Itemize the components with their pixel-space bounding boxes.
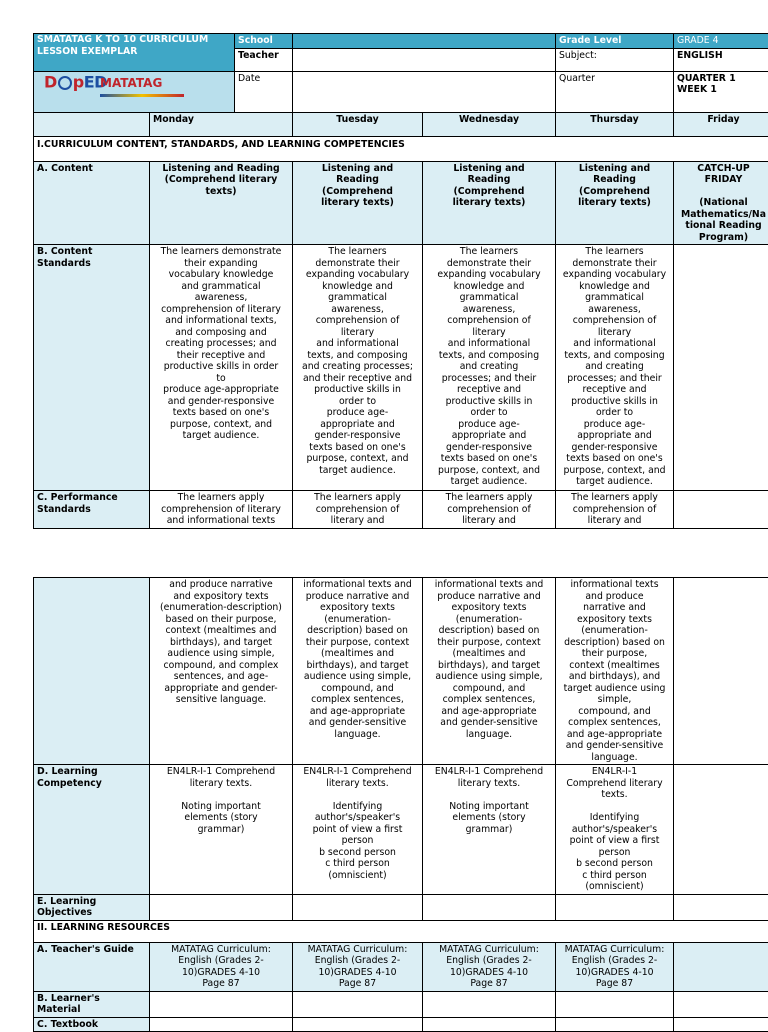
teachers-guide-label: A. Teacher's Guide <box>34 942 150 991</box>
performance-standards-wednesday-cont: informational texts and produce narrative and expository texts (enumeration- description) based on their purpose, context (mealtimes and birthdays), and target audience using simple, compound, and complex sentences, and age-appropriate and gender-sensitive language. <box>423 578 556 765</box>
lesson-exemplar-table-page2 <box>33 577 768 1032</box>
content-standards-wednesday: The learners demonstrate their expanding vocabulary knowledge and grammatical awareness, comprehension of literary and informational texts, and composing and creating processes; and their receptive and productive skills in order to produce age- appropriate and gender-responsive texts based on one's purpose, context, and target audience. <box>423 245 556 491</box>
content-standards-thursday: The learners demonstrate their expanding vocabulary knowledge and grammatical awareness, comprehension of literary and informational texts, and composing and creating processes; and their receptive and productive skills in order to produce age- appropriate and gender-responsive texts based on one's purpose, context, and target audience. <box>556 245 674 491</box>
performance-standards-thursday: The learners apply comprehension of literary and <box>556 491 674 529</box>
teacher-label: Teacher <box>235 48 293 71</box>
teachers-guide-monday: MATATAG Curriculum: English (Grades 2- 10)GRADES 4-10 Page 87 <box>150 942 293 991</box>
quarter-text: QUARTER 1 <box>677 73 736 84</box>
learners-material-tuesday <box>293 991 423 1017</box>
school-label: School <box>235 34 293 49</box>
textbook-label: C. Textbook <box>34 1017 150 1032</box>
quarter-value <box>674 71 768 112</box>
section2-title: II. LEARNING RESOURCES <box>34 920 768 942</box>
learning-competency-thursday: EN4LR-I-1 Comprehend literary texts. Identifying author's/speaker's point of view a first person b second person c third person (omniscient) <box>556 765 674 895</box>
learning-objectives-friday <box>674 894 768 920</box>
textbook-friday <box>674 1017 768 1032</box>
deped-matatag-logo <box>34 72 234 112</box>
content-tuesday: Listening and Reading (Comprehend literary texts) <box>293 161 423 245</box>
performance-standards-monday-cont: and produce narrative and expository texts (enumeration-description) based on their purpose, context (mealtimes and birthdays), and target audience using simple, compound, and complex sentences, and age- appropriate and gender- sensitive language. <box>150 578 293 765</box>
performance-standards-thursday-cont: informational texts and produce narrative and expository texts (enumeration- description) based on their purpose, context (mealtimes and birthdays), and target audience using simple, compound, and complex sentences, and age-appropriate and gender-sensitive language. <box>556 578 674 765</box>
week-text: WEEK 1 <box>677 84 717 95</box>
learners-material-label: B. Learner's Material <box>34 991 150 1017</box>
school-value <box>293 34 556 49</box>
matatag-bar-icon <box>100 94 184 97</box>
teacher-value <box>293 48 556 71</box>
learners-material-wednesday <box>423 991 556 1017</box>
learning-objectives-wednesday <box>423 894 556 920</box>
content-standards-friday <box>674 245 768 491</box>
learning-competency-monday: EN4LR-I-1 Comprehend literary texts. Noting important elements (story grammar) <box>150 765 293 895</box>
teachers-guide-thursday: MATATAG Curriculum: English (Grades 2- 10)GRADES 4-10 Page 87 <box>556 942 674 991</box>
subject-value: ENGLISH <box>674 48 768 71</box>
day-monday: Monday <box>150 112 293 136</box>
matatag-logo: MATATAG <box>100 78 162 90</box>
day-header-blank <box>34 112 150 136</box>
content-thursday: Listening and Reading (Comprehend literary texts) <box>556 161 674 245</box>
lesson-exemplar-table-page1 <box>33 33 768 529</box>
date-label: Date <box>235 71 293 112</box>
performance-standards-tuesday-cont: informational texts and produce narrative and expository texts (enumeration- description) based on their purpose, context (mealtimes and birthdays), and target audience using simple, compound, and complex sentences, and age-appropriate and gender-sensitive language. <box>293 578 423 765</box>
teachers-guide-friday <box>674 942 768 991</box>
learning-objectives-monday <box>150 894 293 920</box>
learning-competency-label: D. Learning Competency <box>34 765 150 895</box>
title-line1: SMATATAG K TO 10 CURRICULUM <box>37 34 208 45</box>
section1-title: I.CURRICULUM CONTENT, STANDARDS, AND LEARNING COMPETENCIES <box>34 136 768 161</box>
teachers-guide-tuesday: MATATAG Curriculum: English (Grades 2- 10)GRADES 4-10 Page 87 <box>293 942 423 991</box>
learners-material-monday <box>150 991 293 1017</box>
content-friday: CATCH-UP FRIDAY (National Mathematics/Na tional Reading Program) <box>674 161 768 245</box>
content-standards-tuesday: The learners demonstrate their expanding vocabulary knowledge and grammatical awareness, comprehension of literary and informational texts, and composing and creating processes; and their receptive and productive skills in order to produce age- appropriate and gender-responsive texts based on one's purpose, context, and target audience. <box>293 245 423 491</box>
textbook-thursday <box>556 1017 674 1032</box>
content-wednesday: Listening and Reading (Comprehend literary texts) <box>423 161 556 245</box>
learners-material-thursday <box>556 991 674 1017</box>
learning-objectives-label: E. Learning Objectives <box>34 894 150 920</box>
deped-logo: D pED <box>44 76 107 90</box>
textbook-monday <box>150 1017 293 1032</box>
performance-standards-tuesday: The learners apply comprehension of literary and <box>293 491 423 529</box>
learning-objectives-tuesday <box>293 894 423 920</box>
learning-objectives-thursday <box>556 894 674 920</box>
logo-cell <box>34 71 235 112</box>
textbook-tuesday <box>293 1017 423 1032</box>
performance-standards-label: C. Performance Standards <box>34 491 150 529</box>
content-monday: Listening and Reading (Comprehend literary texts) <box>150 161 293 245</box>
content-standards-monday: The learners demonstrate their expanding vocabulary knowledge and grammatical awareness, comprehension of literary and informational texts, and composing and creating processes; and their receptive and productive skills in order to produce age-appropriate and gender-responsive texts based on one's purpose, context, and target audience. <box>150 245 293 491</box>
title-line2: LESSON EXEMPLAR <box>37 46 137 57</box>
day-friday: Friday <box>674 112 768 136</box>
textbook-wednesday <box>423 1017 556 1032</box>
quarter-label: Quarter <box>556 71 674 112</box>
content-standards-label: B. Content Standards <box>34 245 150 491</box>
document-title <box>34 34 235 72</box>
content-label: A. Content <box>34 161 150 245</box>
date-value <box>293 71 556 112</box>
learners-material-friday <box>674 991 768 1017</box>
teachers-guide-wednesday: MATATAG Curriculum: English (Grades 2- 10)GRADES 4-10 Page 87 <box>423 942 556 991</box>
day-wednesday: Wednesday <box>423 112 556 136</box>
grade-level-label: Grade Level <box>556 34 674 49</box>
subject-label: Subject: <box>556 48 674 71</box>
performance-standards-friday <box>674 491 768 529</box>
learning-competency-friday <box>674 765 768 895</box>
day-tuesday: Tuesday <box>293 112 423 136</box>
learning-competency-tuesday: EN4LR-I-1 Comprehend literary texts. Identifying author's/speaker's point of view a first person b second person c third person (omniscient) <box>293 765 423 895</box>
day-thursday: Thursday <box>556 112 674 136</box>
grade-level-value: GRADE 4 <box>674 34 768 49</box>
performance-standards-cont-label <box>34 578 150 765</box>
performance-standards-monday: The learners apply comprehension of literary and informational texts <box>150 491 293 529</box>
learning-competency-wednesday: EN4LR-I-1 Comprehend literary texts. Noting important elements (story grammar) <box>423 765 556 895</box>
performance-standards-wednesday: The learners apply comprehension of literary and <box>423 491 556 529</box>
performance-standards-friday-cont <box>674 578 768 765</box>
